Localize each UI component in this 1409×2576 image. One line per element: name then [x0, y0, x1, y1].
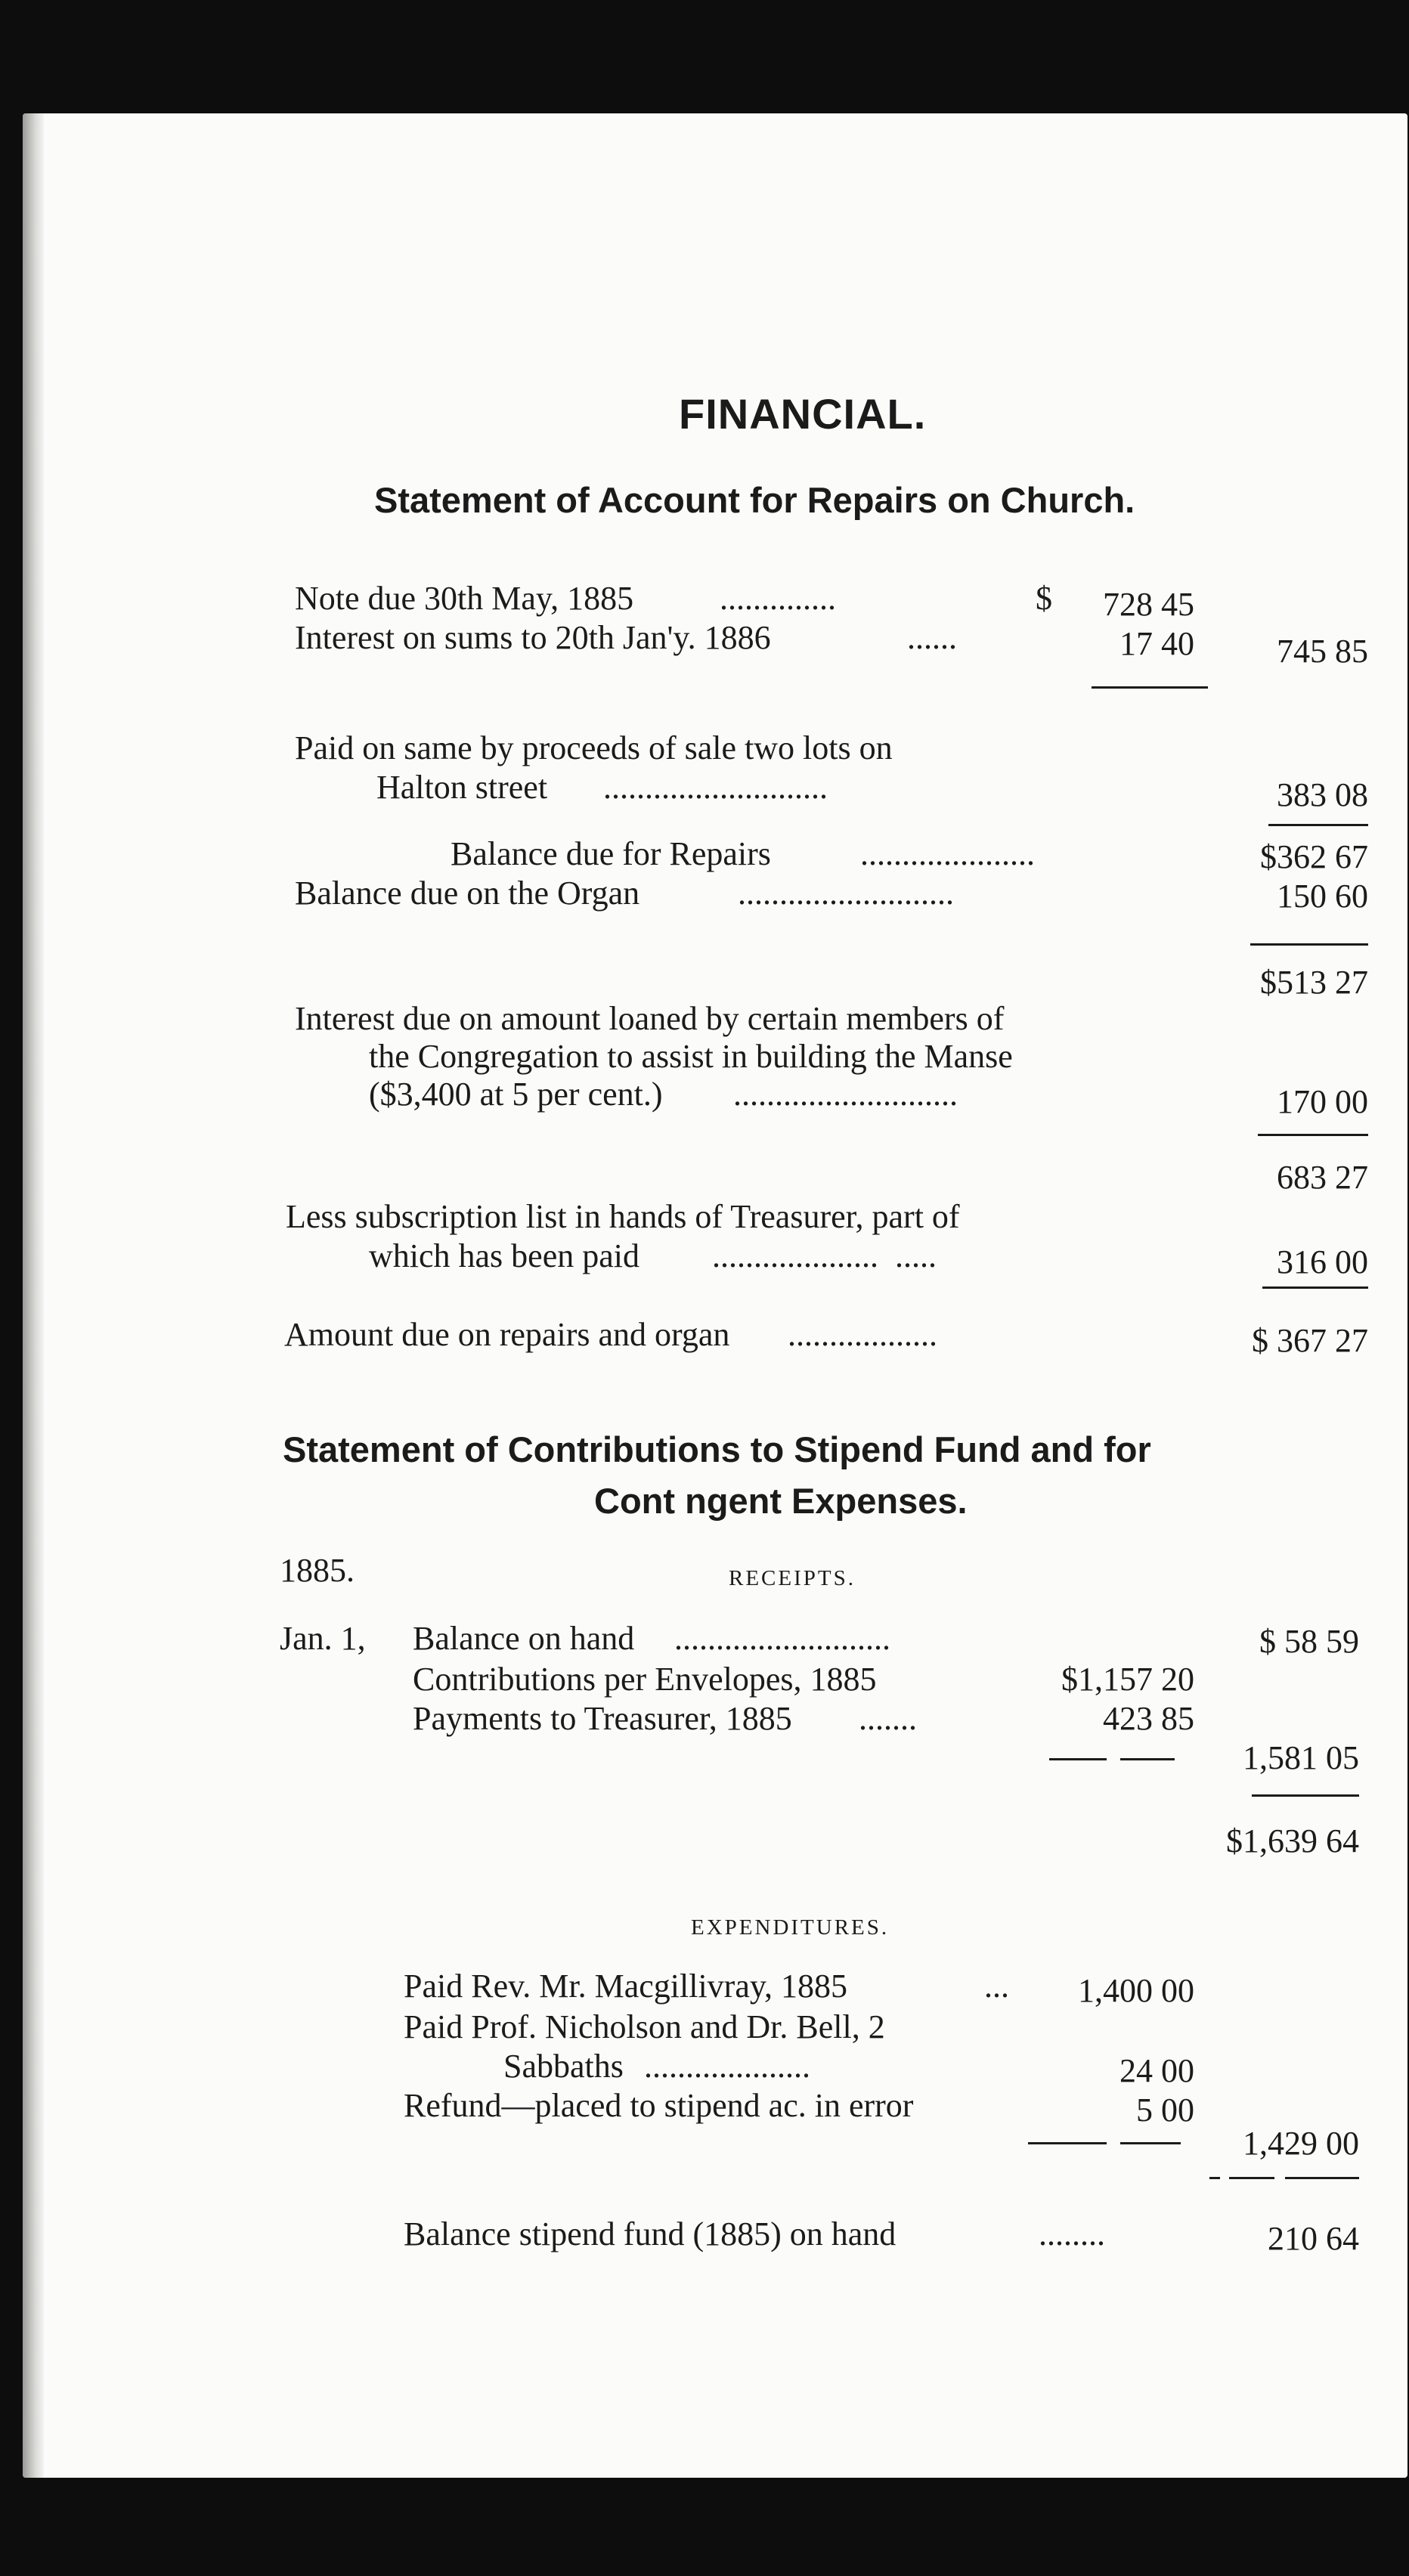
note-label: Note due 30th May, 1885: [295, 580, 634, 617]
page-edge: [23, 113, 44, 2478]
leader-dots: ........: [1039, 2215, 1105, 2252]
interest-due-total: 170 00: [1277, 1083, 1368, 1120]
balance-on-hand-label: Balance on hand: [413, 1620, 635, 1657]
rule: [1252, 1794, 1359, 1797]
subtotal1: $513 27: [1260, 964, 1368, 1001]
paid-line2: Halton street: [376, 769, 548, 806]
repairs-title: Statement of Account for Repairs on Church.: [374, 480, 1135, 520]
printed-page: [23, 113, 1407, 2478]
dash-rule: [1120, 2142, 1181, 2144]
leader-dots: ...........................: [733, 1076, 958, 1113]
balance-on-hand-total: $ 58 59: [1259, 1623, 1359, 1660]
rule: [1268, 824, 1368, 826]
dash-rule: [1049, 1758, 1107, 1760]
note-dollar: $: [1036, 580, 1052, 617]
rule: [1258, 1134, 1368, 1136]
receipts-total: $1,639 64: [1226, 1822, 1359, 1859]
leader-dots: ..............: [720, 580, 836, 617]
interest-total: 745 85: [1277, 633, 1368, 670]
year: 1885.: [280, 1552, 355, 1589]
envelopes-label: Contributions per Envelopes, 1885: [413, 1661, 877, 1698]
less-line1: Less subscription list in hands of Treasurer, part of: [286, 1198, 960, 1235]
leader-dots: ...........................: [603, 769, 828, 806]
expenditures-heading: EXPENDITURES.: [691, 1915, 890, 1940]
dash-rule: [1028, 2142, 1107, 2144]
leader-dots: ...: [984, 1968, 1009, 2005]
leader-dots: .......: [859, 1700, 917, 1737]
exp2-amount: 24 00: [1119, 2052, 1194, 2089]
leader-dots: ....................: [644, 2048, 810, 2085]
interest-due-line1: Interest due on amount loaned by certain members of: [295, 1000, 1005, 1037]
rule: [1250, 943, 1368, 946]
less-line2: which has been paid: [369, 1237, 639, 1274]
amount-due-label: Amount due on repairs and organ: [284, 1316, 730, 1353]
interest-due-line3: ($3,400 at 5 per cent.): [369, 1076, 663, 1113]
page-heading: FINANCIAL.: [679, 390, 927, 438]
balance-fund-label: Balance stipend fund (1885) on hand: [404, 2215, 896, 2252]
envelopes-amount: $1,157 20: [1061, 1661, 1194, 1698]
subtotal2: 683 27: [1277, 1159, 1368, 1196]
dash-rule: [1120, 1758, 1175, 1760]
amount-due-total: $ 367 27: [1252, 1322, 1368, 1359]
exp-total: 1,429 00: [1243, 2125, 1359, 2162]
rule: [1092, 686, 1208, 689]
exp2-line1: Paid Prof. Nicholson and Dr. Bell, 2: [404, 2008, 885, 2045]
receipts-subtotal: 1,581 05: [1243, 1739, 1359, 1776]
leader-dots: .....................: [860, 835, 1035, 872]
leader-dots: .................... .....: [712, 1237, 937, 1274]
stipend-title-line1: Statement of Contributions to Stipend Fund and for: [283, 1429, 1151, 1469]
dash-rule: [1229, 2177, 1274, 2179]
dash-rule: [1209, 2177, 1220, 2179]
exp1-label: Paid Rev. Mr. Macgillivray, 1885: [404, 1968, 847, 2005]
leader-dots: ......: [907, 619, 957, 656]
balance-organ-label: Balance due on the Organ: [295, 875, 640, 912]
treasurer-label: Payments to Treasurer, 1885: [413, 1700, 792, 1737]
less-total: 316 00: [1277, 1243, 1368, 1280]
exp2-line2: Sabbaths: [503, 2048, 624, 2085]
exp3-amount: 5 00: [1136, 2091, 1194, 2129]
rule: [1262, 1286, 1368, 1289]
balance-fund-total: 210 64: [1268, 2220, 1359, 2257]
exp1-amount: 1,400 00: [1078, 1972, 1194, 2009]
balance-repairs-total: $362 67: [1260, 838, 1368, 875]
balance-repairs-label: Balance due for Repairs: [451, 835, 771, 872]
leader-dots: ..........................: [738, 875, 954, 912]
leader-dots: ..........................: [674, 1620, 890, 1657]
leader-dots: ..................: [788, 1316, 937, 1353]
exp3-label: Refund—placed to stipend ac. in error: [404, 2087, 914, 2124]
interest-amount: 17 40: [1119, 625, 1194, 662]
treasurer-amount: 423 85: [1103, 1700, 1194, 1737]
paid-line1: Paid on same by proceeds of sale two lots on: [295, 729, 893, 766]
stipend-title-line2: Cont ngent Expenses.: [594, 1481, 968, 1521]
interest-due-line2: the Congregation to assist in building the Manse: [369, 1038, 1013, 1075]
dash-rule: [1285, 2177, 1359, 2179]
jan-date: Jan. 1,: [280, 1620, 366, 1657]
paid-total: 383 08: [1277, 776, 1368, 813]
note-amount: 728 45: [1103, 586, 1194, 623]
interest-label: Interest on sums to 20th Jan'y. 1886: [295, 619, 771, 656]
balance-organ-total: 150 60: [1277, 878, 1368, 915]
receipts-heading: RECEIPTS.: [729, 1566, 856, 1590]
